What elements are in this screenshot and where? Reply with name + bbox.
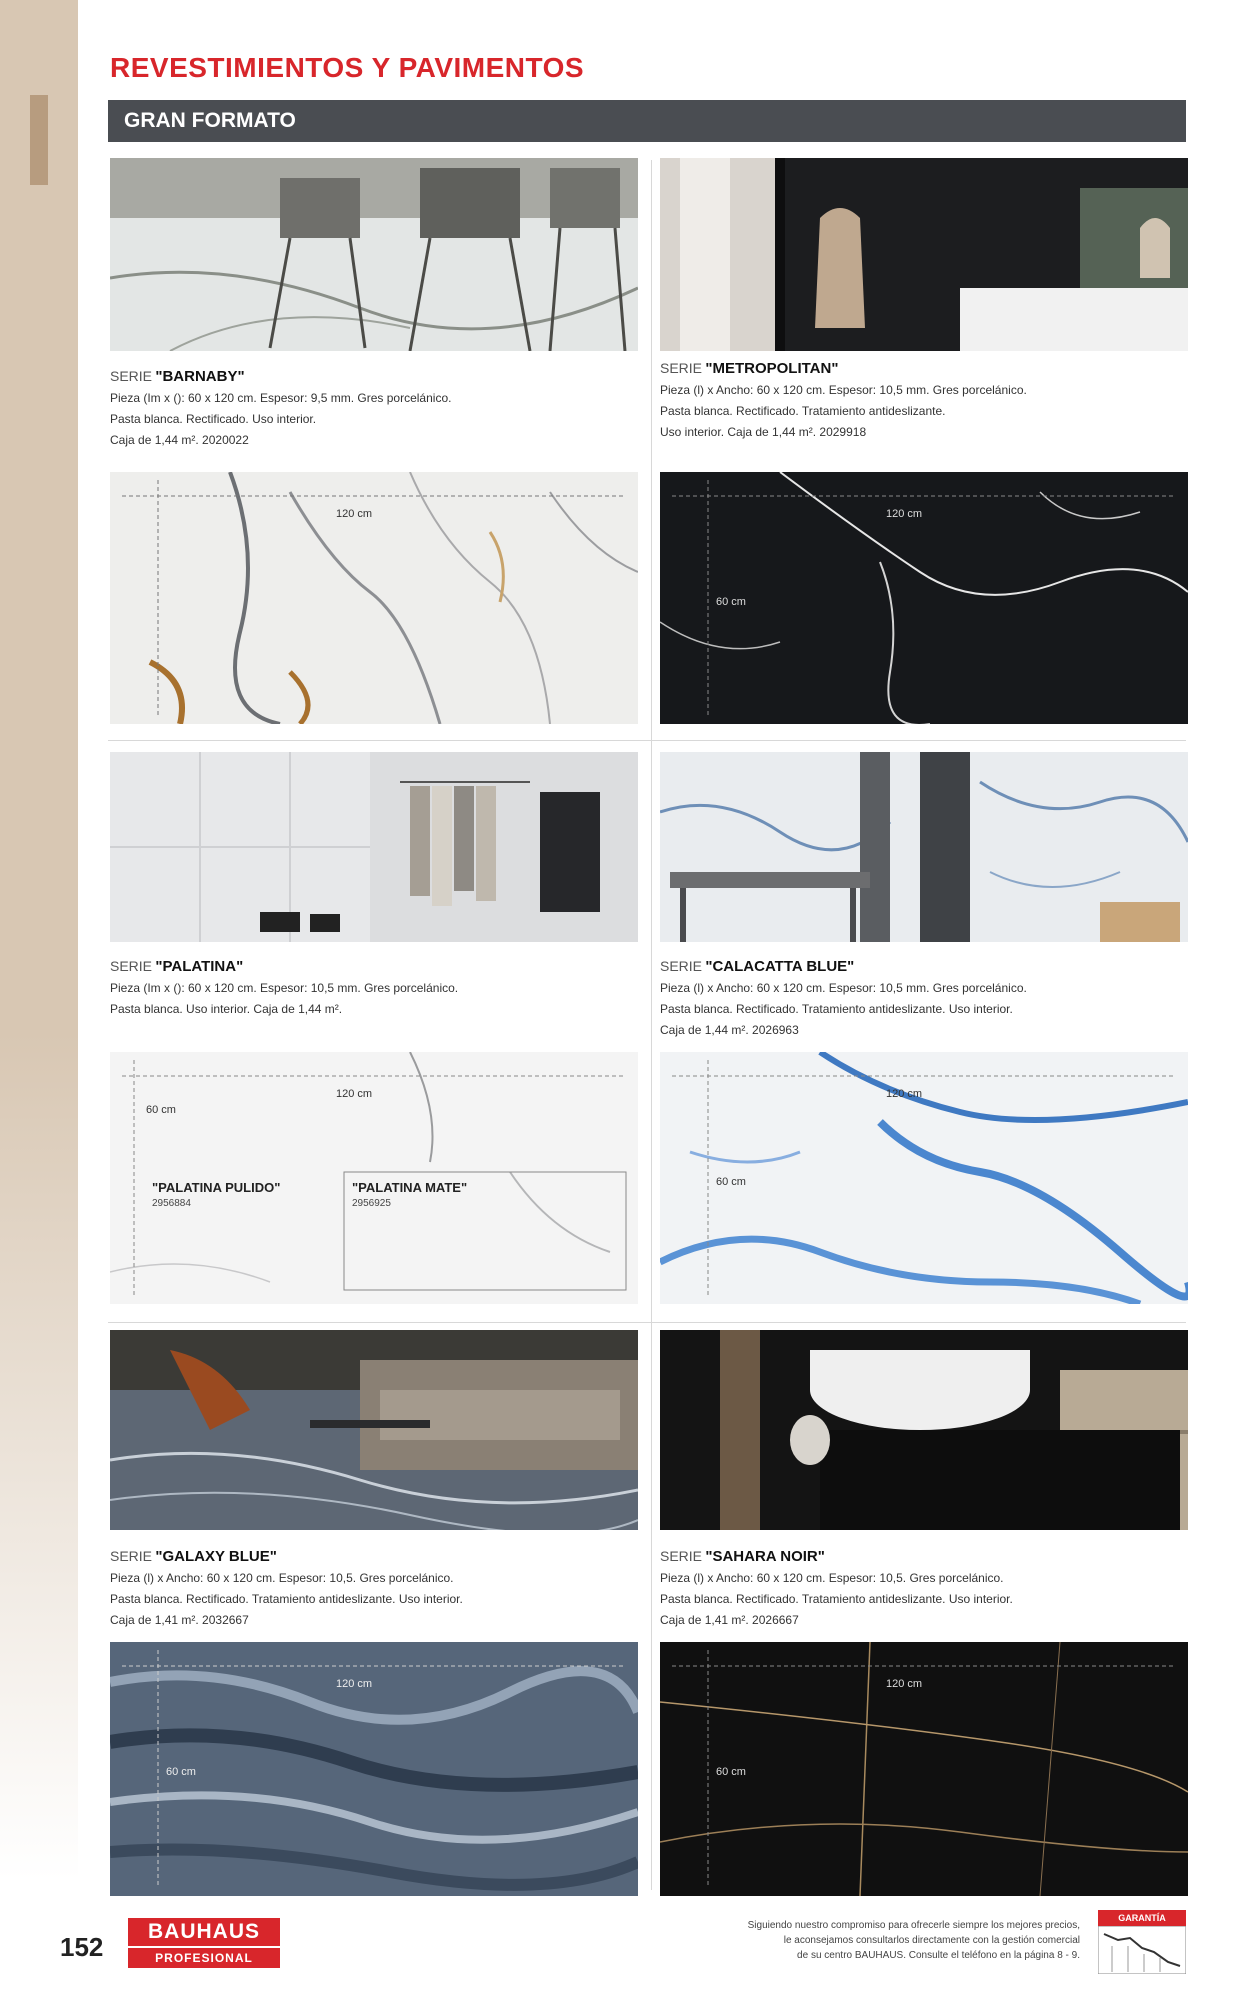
metropolitan-tile-swatch	[660, 472, 1188, 724]
variant-pulido-code: 2956884	[152, 1198, 191, 1209]
serie-label: SERIE	[110, 1548, 153, 1564]
dimension-height-label: 60 cm	[716, 1766, 746, 1778]
product-name: "BARNABY"	[155, 368, 245, 385]
product-desc-line1: Pieza (l) x Ancho: 60 x 120 cm. Espesor: 10,5 mm. Gres porcelánico.	[660, 981, 1027, 995]
product-desc-line3: Caja de 1,44 m². 2020022	[110, 433, 249, 447]
dimension-height-label: 60 cm	[716, 1176, 746, 1188]
variant-mate-name: "PALATINA MATE"	[352, 1180, 468, 1195]
side-color-band	[0, 0, 78, 1880]
dimension-height-label: 60 cm	[716, 596, 746, 608]
product-desc-line1: Pieza (Im x (): 60 x 120 cm. Espesor: 9,5 mm. Gres porcelánico.	[110, 391, 452, 405]
product-desc-line1: Pieza (l) x Ancho: 60 x 120 cm. Espesor: 10,5 mm. Gres porcelánico.	[660, 383, 1027, 397]
product-desc-line3: Uso interior. Caja de 1,44 m². 2029918	[660, 425, 867, 439]
metropolitan-caption	[660, 358, 1188, 443]
dimension-width-label: 120 cm	[336, 1678, 373, 1690]
section-subheading: GRAN FORMATO	[108, 100, 1186, 142]
logo-top-text: BAUHAUS	[128, 1918, 280, 1946]
dimension-width-label: 120 cm	[886, 508, 923, 520]
sahara-noir-tile-swatch	[660, 1642, 1188, 1896]
footer-line-2: le aconsejamos consultarlos directamente con la gestión comercial	[783, 1935, 1080, 1946]
product-name: "PALATINA"	[155, 958, 244, 975]
footer-line-3: de su centro BAUHAUS. Consulte el teléfono en la página 8 - 9.	[797, 1950, 1080, 1961]
dimension-width-label: 120 cm	[886, 1678, 923, 1690]
product-desc-line2: Pasta blanca. Rectificado. Tratamiento antideslizante. Uso interior.	[110, 1592, 463, 1606]
product-desc-line3: Caja de 1,41 m². 2032667	[110, 1613, 249, 1627]
product-desc-line2: Pasta blanca. Rectificado. Tratamiento antideslizante. Uso interior.	[660, 1002, 1013, 1016]
calacatta-blue-tile-swatch	[660, 1052, 1188, 1304]
serie-label: SERIE	[110, 958, 153, 974]
price-guarantee-badge	[1098, 1910, 1186, 1974]
barnaby-scene-image	[110, 158, 638, 351]
side-section-tab	[30, 95, 48, 185]
metropolitan-scene-image	[660, 158, 1188, 351]
product-desc-line2: Pasta blanca. Rectificado. Tratamiento antideslizante.	[660, 404, 946, 418]
palatina-caption	[110, 956, 638, 1020]
calacatta-blue-scene-image	[660, 752, 1188, 942]
galaxy-blue-caption	[110, 1546, 638, 1631]
variant-mate-code: 2956925	[352, 1198, 391, 1209]
palatina-tile-swatch	[110, 1052, 638, 1304]
serie-label: SERIE	[660, 1548, 703, 1564]
column-divider	[651, 160, 652, 1890]
palatina-scene-image	[110, 752, 638, 942]
dimension-width-label: 120 cm	[336, 1088, 373, 1100]
sahara-noir-scene-image	[660, 1330, 1188, 1530]
row-divider	[108, 1322, 1186, 1323]
product-desc-line3: Caja de 1,41 m². 2026667	[660, 1613, 799, 1627]
serie-label: SERIE	[110, 368, 153, 384]
product-name: "CALACATTA BLUE"	[705, 958, 855, 975]
footer-disclaimer	[590, 1918, 1080, 1963]
page-number: 152	[60, 1932, 104, 1962]
dimension-height-label: 60 cm	[146, 1104, 176, 1116]
row-divider	[108, 740, 1186, 741]
bauhaus-profesional-logo	[128, 1918, 280, 1968]
barnaby-caption	[110, 366, 638, 451]
serie-label: SERIE	[660, 958, 703, 974]
product-desc-line1: Pieza (l) x Ancho: 60 x 120 cm. Espesor: 10,5. Gres porcelánico.	[660, 1571, 1004, 1585]
product-desc-line1: Pieza (Im x (): 60 x 120 cm. Espesor: 10,5 mm. Gres porcelánico.	[110, 981, 459, 995]
sahara-noir-caption	[660, 1546, 1188, 1631]
product-desc-line2: Pasta blanca. Rectificado. Uso interior.	[110, 412, 317, 426]
product-desc-line1: Pieza (l) x Ancho: 60 x 120 cm. Espesor: 10,5. Gres porcelánico.	[110, 1571, 454, 1585]
product-name: "METROPOLITAN"	[705, 360, 839, 377]
product-name: "SAHARA NOIR"	[705, 1548, 825, 1565]
variant-pulido-name: "PALATINA PULIDO"	[152, 1180, 281, 1195]
page-title: REVESTIMIENTOS Y PAVIMENTOS	[110, 52, 585, 83]
price-chart-icon	[1098, 1926, 1186, 1974]
calacatta-blue-caption	[660, 956, 1188, 1041]
galaxy-blue-tile-swatch	[110, 1642, 638, 1896]
barnaby-tile-swatch	[110, 472, 638, 724]
logo-bottom-text: PROFESIONAL	[128, 1948, 280, 1968]
product-desc-line2: Pasta blanca. Rectificado. Tratamiento antideslizante. Uso interior.	[660, 1592, 1013, 1606]
badge-label: GARANTÍA	[1098, 1910, 1186, 1926]
dimension-width-label: 120 cm	[336, 508, 373, 520]
dimension-width-label: 120 cm	[886, 1088, 923, 1100]
dimension-height-label: 60 cm	[166, 1766, 196, 1778]
galaxy-blue-scene-image	[110, 1330, 638, 1530]
product-desc-line3: Caja de 1,44 m². 2026963	[660, 1023, 799, 1037]
product-desc-line2: Pasta blanca. Uso interior. Caja de 1,44 m².	[110, 1002, 343, 1016]
serie-label: SERIE	[660, 360, 703, 376]
footer-line-1: Siguiendo nuestro compromiso para ofrecerle siempre los mejores precios,	[747, 1920, 1080, 1931]
product-name: "GALAXY BLUE"	[155, 1548, 277, 1565]
